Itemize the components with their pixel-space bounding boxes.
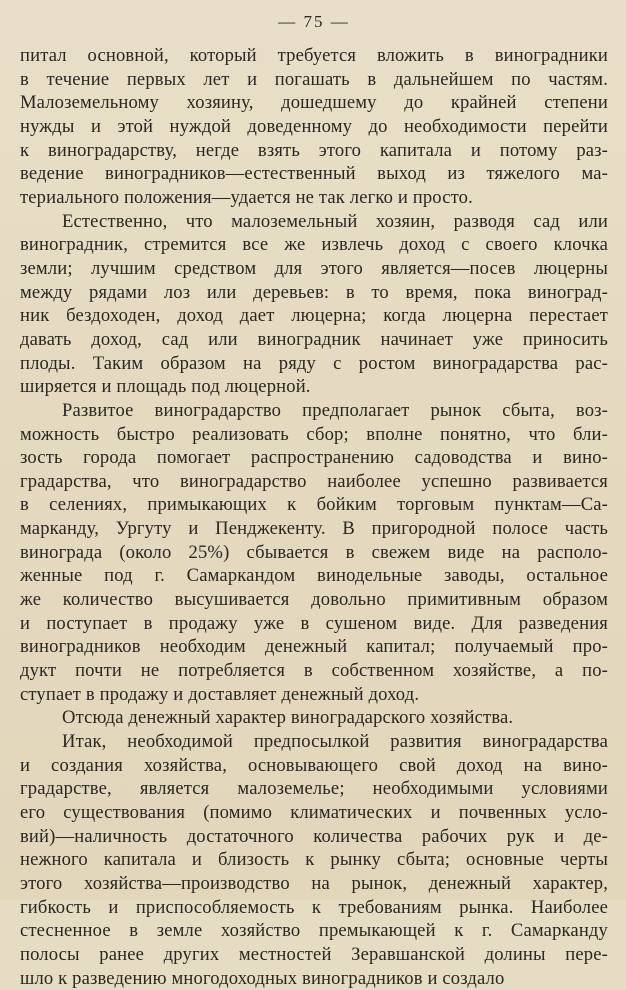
text-line: нужды и этой нуждой доведенному до необходимости перейти — [20, 115, 608, 137]
text-line: плоды. Таким образом на ряду с ростом виноградарства рас- — [20, 352, 608, 374]
paragraph — [20, 706, 608, 730]
text-line: виноградников необходим денежный капитал; получаемый про- — [20, 636, 608, 658]
text-line: ступает в продажу и доставляет денежный доход. — [20, 683, 420, 705]
paragraph — [20, 399, 608, 707]
text-line: дукт почти не потребляется в собственном хозяйстве, а по- — [20, 660, 608, 682]
text-line: ширяется и площадь под люцерной. — [20, 376, 311, 398]
text-line: гибкость и приспособляемость к требованиям рынка. Наиболее — [20, 896, 608, 918]
text-line: давать доход, сад или виноградник начинает уже приносить — [20, 328, 608, 350]
text-line: ник бездоходен, доход дает люцерна; когда люцерна перестает — [20, 305, 608, 327]
text-line: и создания хозяйства, основывающего свой доход на вино- — [20, 754, 608, 776]
text-line: териального положения—удается не так легко и просто. — [20, 186, 473, 208]
text-line: марканду, Ургуту и Пенджекенту. В пригородной полосе часть — [20, 518, 608, 540]
text-line: стесненное в земле хозяйство премыкающей к г. Самарканду — [20, 920, 608, 942]
page-number: — 75 — — [278, 12, 350, 31]
text-line: же количество высушивается довольно примитивным образом — [20, 589, 608, 611]
text-line: и поступает в продажу уже в сушеном виде. Для разведения — [20, 612, 608, 634]
body-text — [20, 44, 608, 990]
text-line: Отсюда денежный характер виноградарского хозяйства. — [62, 707, 514, 729]
paragraph — [20, 44, 608, 210]
text-line: градарстве, является малоземелье; необходимыми условиями — [20, 778, 608, 800]
text-line: между рядами лоз или деревьев: в то время, пока виноград- — [20, 281, 608, 303]
text-line: женные под г. Самаркандом винодельные заводы, остальное — [20, 565, 608, 587]
text-line: земли; лучшим средством для этого является—посев люцерны — [20, 257, 608, 279]
text-line: в селениях, примыкающих к бойким торговым пунктам—Са- — [20, 494, 608, 516]
text-line: зость города помогает распространению садоводства и вино- — [20, 447, 608, 469]
text-line: ведение виноградников—естественный выход из тяжелого ма- — [20, 163, 608, 185]
text-line: этого хозяйства—производство на рынок, денежный характер, — [20, 872, 608, 894]
text-line: к виноградарству, негде взять этого капитала и потому раз- — [20, 139, 608, 161]
text-line: нежного капитала и близость к рынку сбыта; основные черты — [20, 849, 608, 871]
text-line: его существования (помимо климатических и почвенных усло- — [20, 802, 608, 823]
text-line: градарства, что виноградарство наиболее успешно развивается — [20, 470, 608, 492]
text-line: Малоземельному хозяину, дошедшему до крайней степени — [20, 92, 608, 114]
text-line: вий)—наличность достаточного количества рабочих рук и де- — [20, 825, 608, 847]
text-line: Естественно, что малоземельный хозяин, разводя сад или — [62, 210, 608, 232]
text-line: питал основной, который требуется вложить в виноградники — [20, 45, 608, 66]
text-line: Развитое виноградарство предполагает рынок сбыта, воз- — [62, 399, 608, 421]
text-line: в течение первых лет и погашать в дальнейшем по частям. — [20, 68, 608, 90]
paragraph — [20, 210, 608, 399]
text-line: можность быстро реализовать сбор; вполне понятно, что бли- — [20, 423, 608, 445]
paragraph — [20, 730, 608, 990]
text-line: виноградник, стремится все же извлечь доход с своего клочка — [20, 234, 608, 256]
text-line: полосы ранее других местностей Зеравшанской долины пере- — [20, 943, 608, 965]
text-line: шло к разведению многодоходных виноградников и создало — [20, 967, 505, 989]
text-line: винограда (около 25%) сбывается в свежем виде на располо- — [20, 541, 608, 563]
text-line: Итак, необходимой предпосылкой развития виноградарства — [62, 731, 608, 753]
